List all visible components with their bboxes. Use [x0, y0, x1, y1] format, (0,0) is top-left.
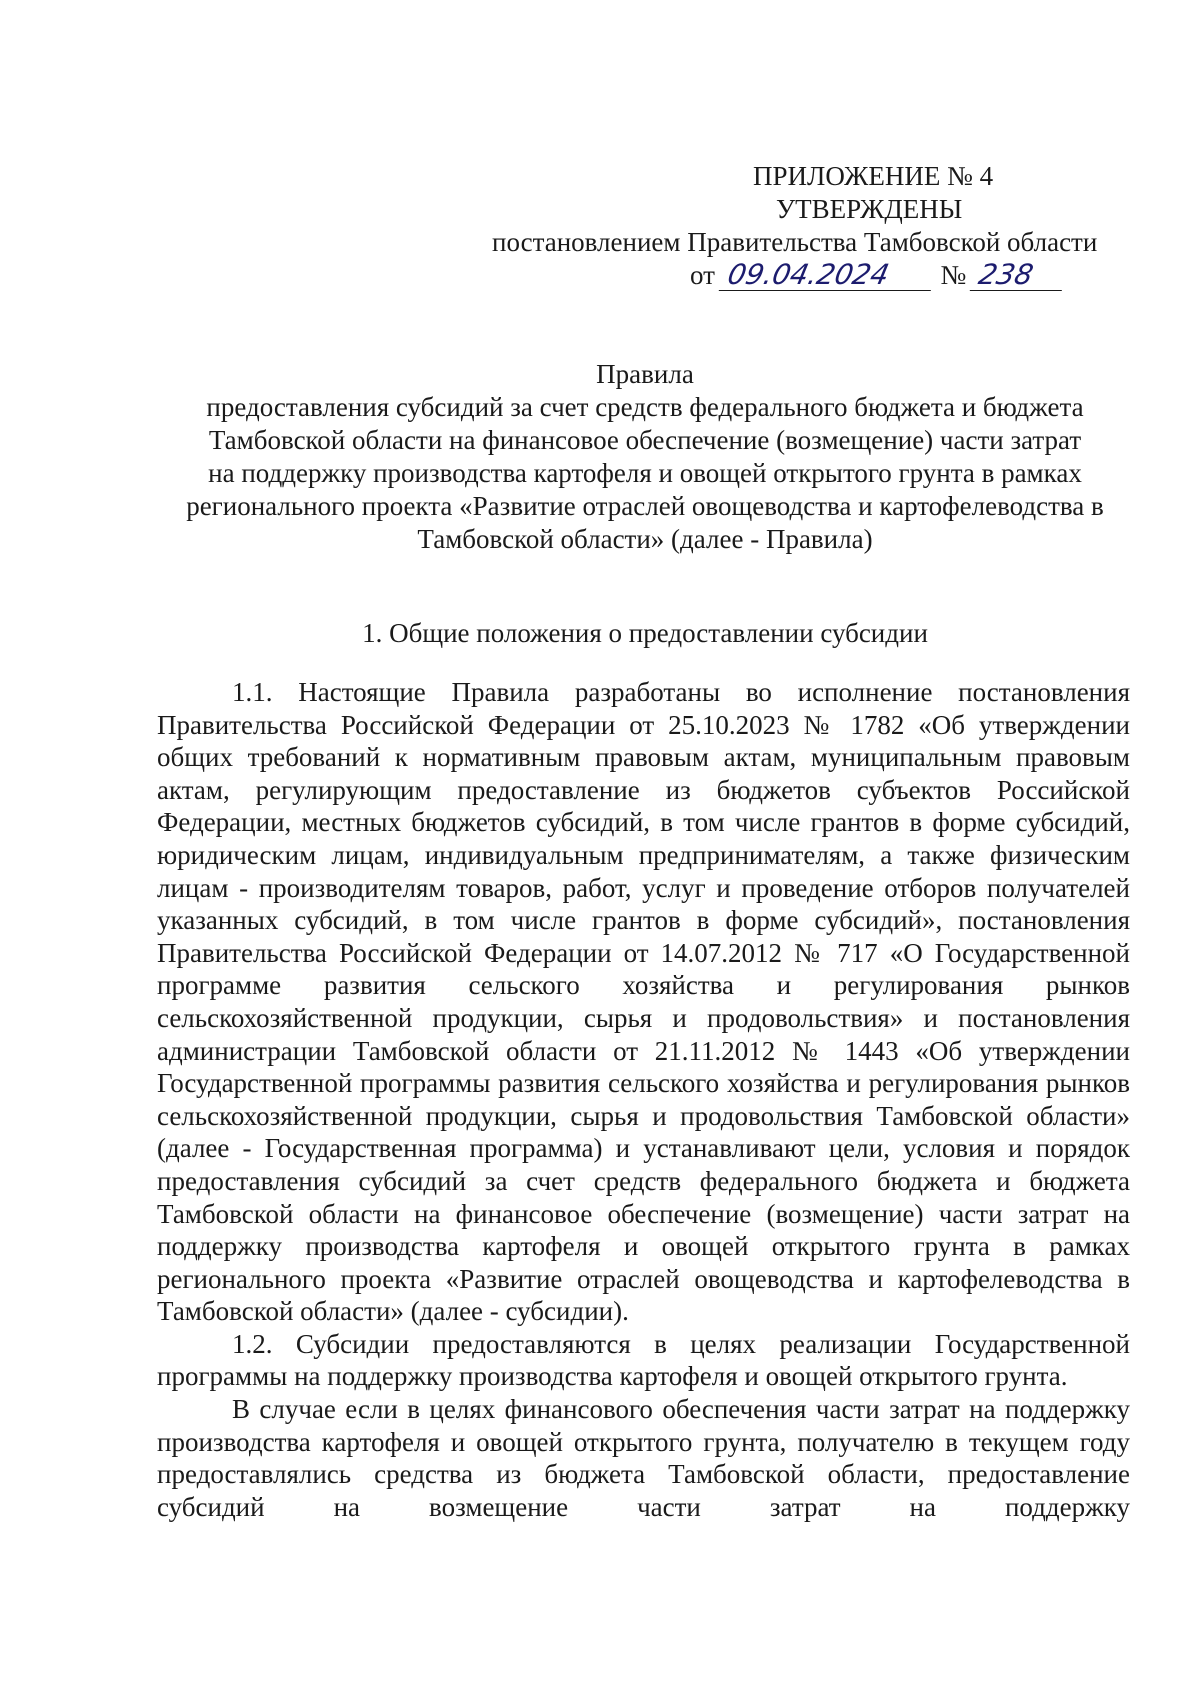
- paragraph-1-2: 1.2. Субсидии предоставляются в целях реализации Государственной программы на поддержку производства картофеля и овощей открытого грунта.: [157, 1328, 1130, 1392]
- resolution-date-number: [480, 259, 1130, 292]
- approved-label: УТВЕРЖДЕНЫ: [776, 194, 963, 224]
- title-line: регионального проекта «Развитие отраслей овощеводства и картофелеводства в: [186, 491, 1104, 521]
- title-line: предоставления субсидий за счет средств федерального бюджета и бюджета: [206, 392, 1084, 422]
- title-line: Тамбовской области» (далее - Правила): [417, 524, 873, 554]
- paragraph-1-1: 1.1. Настоящие Правила разработаны во исполнение постановления Правительства Российской Федерации от 25.10.2023 № 1782 «Об утверждении общих требований к нормативным правовым актам, муниципальным правовым актам, регулирующим предоставление из бюджетов субъектов Российской Федерации, местных бюджетов субсидий, в том числе грантов в форме субсидий, юридическим лицам, индивидуальным предпринимателям, а также физическим лицам - производителям товаров, работ, услуг и проведение отборов получателей указанных субсидий, в том числе грантов в форме субсидий», постановления Правительства Российской Федерации от 14.07.2012 № 717 «О Государственной программе развития сельского хозяйства и регулирования рынков сельскохозяйственной продукции, сырья и продовольствия» и постановления администрации Тамбовской области от 21.11.2012 № 1443 «Об утверждении Государственной программы развития сельского хозяйства и регулирования рынков сельскохозяйственной продукции, сырья и продовольствия Тамбовской области» (далее - Государственная программа) и устанавливают цели, условия и порядок предоставления субсидий за счет средств федерального бюджета и бюджета Тамбовской области на финансовое обеспечение (возмещение) части затрат на поддержку производства картофеля и овощей открытого грунта в рамках регионального проекта «Развитие отраслей овощеводства и картофелеводства в Тамбовской области» (далее - субсидии).: [157, 677, 1130, 1327]
- approved-by-resolution: постановлением Правительства Тамбовской области: [492, 227, 1098, 257]
- document-title: [150, 358, 1140, 556]
- title-line: Тамбовской области на финансовое обеспечение (возмещение) части затрат: [208, 425, 1082, 455]
- title-word: Правила: [596, 359, 694, 389]
- document-body: [157, 676, 1130, 1523]
- from-label: от: [690, 260, 715, 290]
- appendix-number: ПРИЛОЖЕНИЕ № 4: [753, 161, 994, 191]
- handwritten-date: 09.04.2024: [718, 260, 937, 291]
- approval-stamp-block: [480, 160, 1130, 292]
- section-heading: 1. Общие положения о предоставлении субсидии: [362, 618, 928, 648]
- handwritten-number: 238: [970, 260, 1069, 291]
- number-label: №: [940, 260, 967, 290]
- paragraph-1-2-continued: В случае если в целях финансового обеспечения части затрат на поддержку производства картофеля и овощей открытого грунта, получателю в текущем году предоставлялись средства из бюджета Тамбовской области, предоставление субсидий на возмещение части затрат на поддержку: [157, 1394, 1130, 1522]
- title-line: на поддержку производства картофеля и овощей открытого грунта в рамках: [208, 458, 1082, 488]
